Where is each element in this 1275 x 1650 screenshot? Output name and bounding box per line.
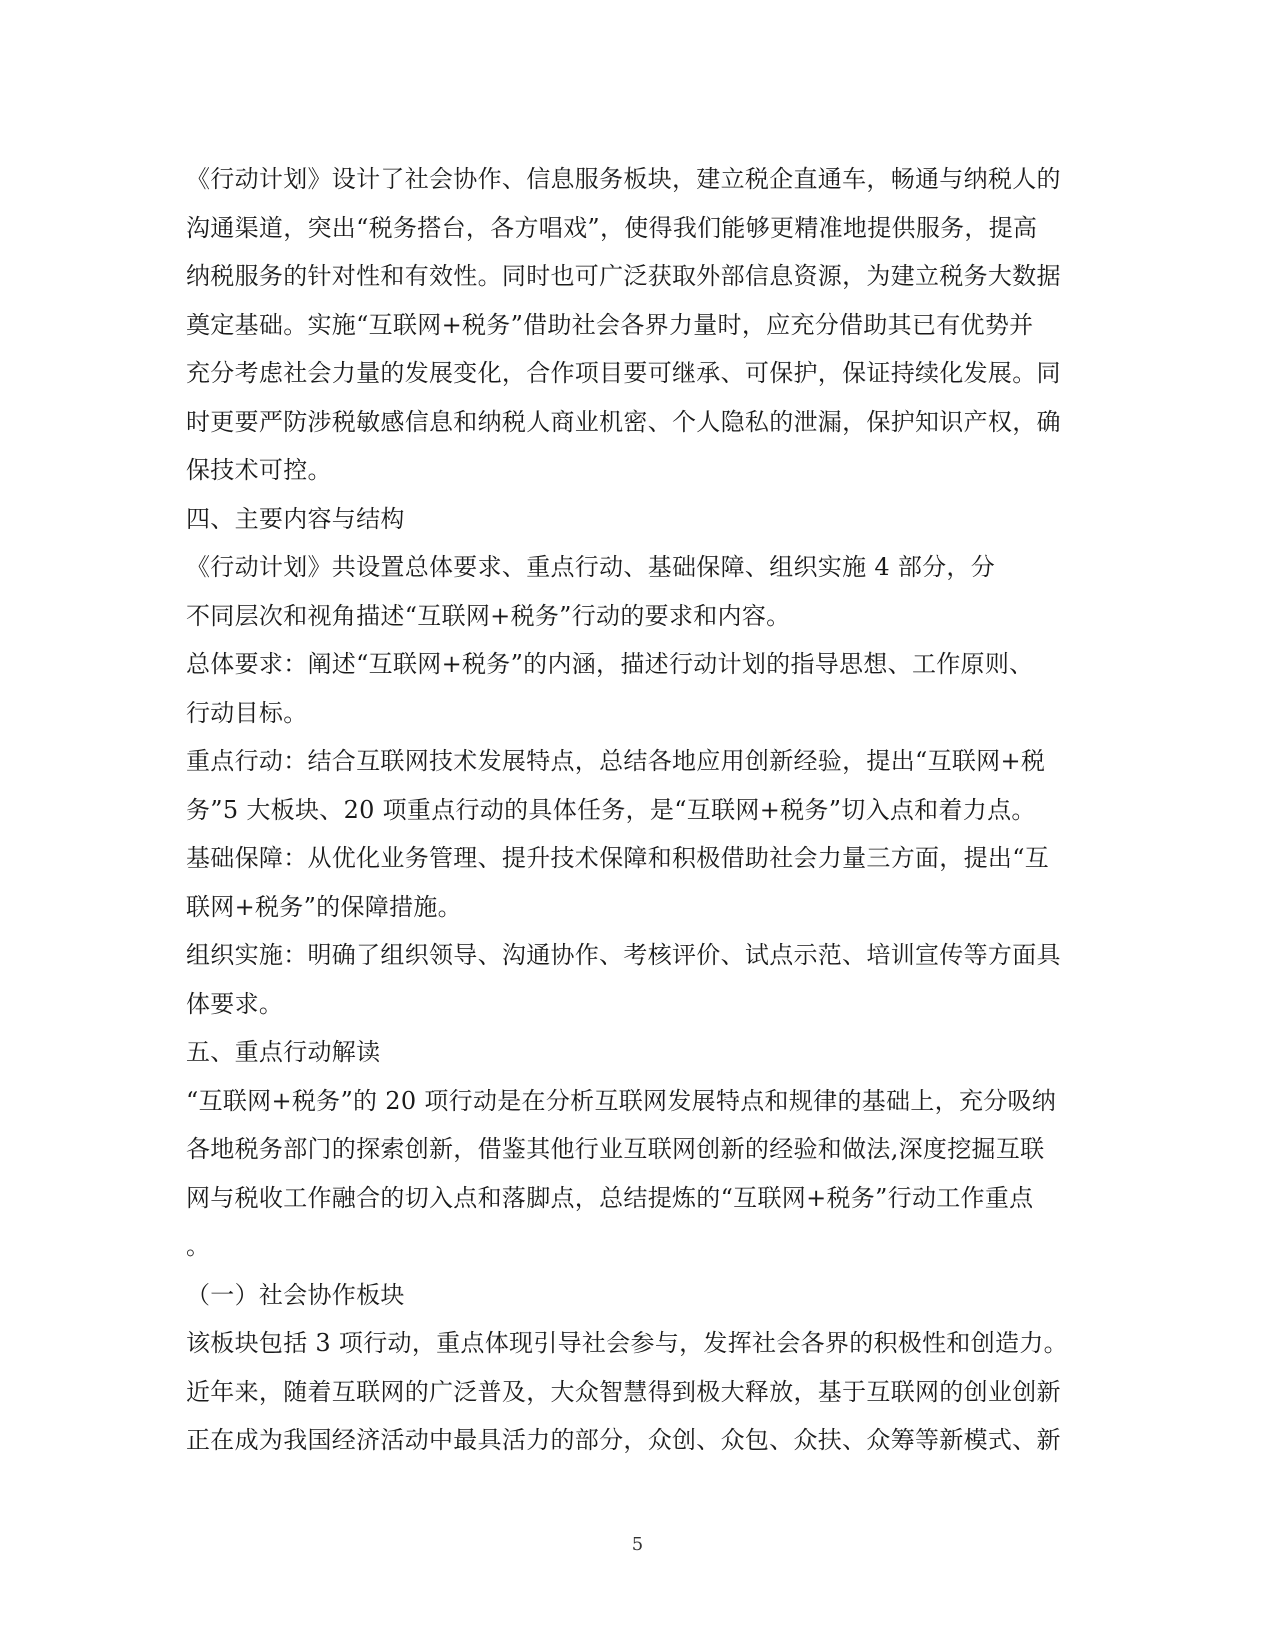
text-line: 《行动计划》设计了社会协作、信息服务板块，建立税企直通车，畅通与纳税人的 — [186, 165, 1061, 193]
text-line: “互联网+税务”的 20 项行动是在分析互联网发展特点和规律的基础上，充分吸纳 — [186, 1086, 1057, 1115]
text-line: 务”5 大板块、20 项重点行动的具体任务，是“互联网+税务”切入点和着力点。 — [186, 795, 1036, 824]
text-line: 该板块包括 3 项行动，重点体现引导社会参与，发挥社会各界的积极性和创造力。 — [186, 1329, 1068, 1357]
text-line: 网与税收工作融合的切入点和落脚点，总结提炼的“互联网+税务”行动工作重点 — [186, 1183, 1034, 1212]
text-line: 联网+税务”的保障措施。 — [186, 892, 462, 921]
text-line: 保技术可控。 — [186, 456, 332, 484]
text-line: 。 — [186, 1232, 211, 1260]
text-line: 行动目标。 — [186, 698, 308, 727]
text-line: 奠定基础。实施“互联网+税务”借助社会各界力量时，应充分借助其已有优势并 — [186, 310, 1034, 339]
text-line: 各地税务部门的探索创新，借鉴其他行业互联网创新的经验和做法,深度挖掘互联 — [186, 1135, 1045, 1163]
text-line: 基础保障：从优化业务管理、提升技术保障和积极借助社会力量三方面，提出“互 — [186, 844, 1050, 872]
text-line: 纳税服务的针对性和有效性。同时也可广泛获取外部信息资源，为建立税务大数据 — [186, 262, 1061, 290]
section-heading: 四、主要内容与结构 — [186, 504, 405, 533]
subsection-heading: （一）社会协作板块 — [186, 1280, 405, 1309]
text-line: 不同层次和视角描述“互联网+税务”行动的要求和内容。 — [186, 601, 791, 630]
document-body — [186, 155, 1086, 1465]
page-number: 5 — [631, 1534, 644, 1555]
text-line: 充分考虑社会力量的发展变化，合作项目要可继承、可保护，保证持续化发展。同 — [186, 359, 1061, 387]
section-heading: 五、重点行动解读 — [186, 1038, 381, 1066]
text-line: 时更要严防涉税敏感信息和纳税人商业机密、个人隐私的泄漏，保护知识产权，确 — [186, 407, 1061, 436]
text-line: 总体要求：阐述“互联网+税务”的内涵，描述行动计划的指导思想、工作原则、 — [186, 650, 1034, 678]
text-line: 《行动计划》共设置总体要求、重点行动、基础保障、组织实施 4 部分，分 — [186, 553, 996, 581]
text-line: 沟通渠道，突出“税务搭台，各方唱戏”，使得我们能够更精准地提供服务，提高 — [186, 213, 1038, 242]
text-line: 正在成为我国经济活动中最具活力的部分，众创、众包、众扶、众筹等新模式、新 — [186, 1426, 1061, 1454]
text-line: 体要求。 — [186, 989, 284, 1018]
text-line: 组织实施：明确了组织领导、沟通协作、考核评价、试点示范、培训宣传等方面具 — [186, 941, 1061, 969]
text-line: 重点行动：结合互联网技术发展特点，总结各地应用创新经验，提出“互联网+税 — [186, 747, 1046, 775]
text-line: 近年来，随着互联网的广泛普及，大众智慧得到极大释放，基于互联网的创业创新 — [186, 1377, 1061, 1406]
